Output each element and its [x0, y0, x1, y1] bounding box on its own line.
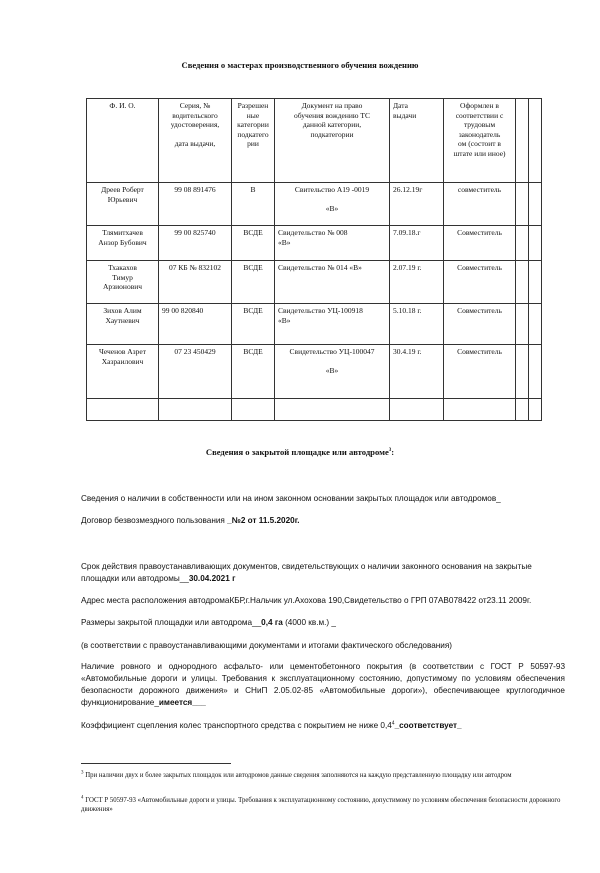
document-cell: Свительство А19 -0019 «В» — [275, 183, 390, 226]
validity-paragraph: Срок действия правоустанавливающих документов, свидетельствующих о наличии законного основания на закрытые площадки или автодромы__30.04.2021 г — [81, 562, 532, 583]
license-cell: 99 00 820840 — [159, 304, 232, 345]
footnote-3: $^3$ При наличии двух и более закрытых площадок или автодромов данные сведения заполняются на каждую представленную площадку или автодром — [81, 770, 512, 779]
status-cell: Совместитель — [444, 304, 516, 345]
category-cell: В — [232, 183, 275, 226]
date-cell: 7.09.18.г — [390, 226, 444, 261]
document-cell: Свидетельство № 008 «В» — [275, 226, 390, 261]
header-cell: Ф. И. О. — [87, 99, 159, 183]
name-cell: Тлямитхачев Анзор Бубович — [87, 226, 159, 261]
section-title-autodrome: Сведения о закрытой площадке или автодроме$^3$: — [205, 447, 395, 457]
name-cell: Чеченов Азрет Хазраилович — [87, 345, 159, 399]
status-cell: Совместитель — [444, 226, 516, 261]
table-row — [87, 183, 542, 226]
ownership-paragraph: Сведения о наличии в собственности или на ином законном основании закрытых площадок или автодромов_ — [81, 494, 501, 503]
table-header-row — [87, 99, 542, 183]
table-row — [87, 261, 542, 304]
footnote-divider — [81, 763, 231, 764]
instructors-table — [86, 98, 542, 421]
section-title-instructors: Сведения о мастерах производственного обучения вождению — [181, 60, 419, 70]
header-cell: Дата выдачи — [390, 99, 444, 183]
grip-paragraph: Коэффициент сцепления колес транспортного средства с покрытием не ниже $0,4^4\_соответствует\_$ — [81, 720, 462, 730]
date-cell: 5.10.18 г. — [390, 304, 444, 345]
name-cell: Зихов Алим Хаутневич — [87, 304, 159, 345]
surface-paragraph: Наличие ровного и однородного асфальто- или цементобетонного покрытия (в соответствии с ГОСТ Р 50597-93 «Автомобильные дороги и улицы. Требования к эксплуатационному состоянию, допустимому по условиям обеспечения безопасности дорожного движения» и СНиП 2.05.02-85 «Автомобильные дороги»), обеспечивающее круглогодичное функционирование_имеется___ — [81, 662, 565, 707]
document-cell: Свидетельство № 014 «В» — [275, 261, 390, 304]
header-cell: Оформлен в соответствии с трудовым законодатель ом (состоит в штате или иное) — [444, 99, 516, 183]
category-cell: ВСДЕ — [232, 304, 275, 345]
category-cell: ВСДЕ — [232, 261, 275, 304]
header-cell — [516, 99, 529, 183]
license-cell: 07 23 450429 — [159, 345, 232, 399]
size-paragraph: Размеры закрытой площадки или автодрома__0,4 га (4000 кв.м.) _ — [81, 618, 336, 627]
header-cell: Документ на право обучения вождению ТС данной категории, подкатегории — [275, 99, 390, 183]
name-cell: Тхакахов Тимур Арзионович — [87, 261, 159, 304]
contract-paragraph: Договор безвозмездного пользования _№2 от 11.5.2020г. — [81, 516, 300, 525]
status-cell: совместитель — [444, 183, 516, 226]
name-cell: Дреев Роберт Юрьевич — [87, 183, 159, 226]
note-paragraph: (в соответствии с правоустанавливающими документами и итогами фактического обследования) — [81, 641, 453, 650]
document-cell: Свидетельство УЦ-100047 «В» — [275, 345, 390, 399]
date-cell: 30.4.19 г. — [390, 345, 444, 399]
address-paragraph: Адрес места расположения автодромаКБР,г.Нальчик ул.Ахохова 190,Свидетельство о ГРП 07АВ078422 от23.11 2009г. — [81, 596, 532, 605]
category-cell: ВСДЕ — [232, 226, 275, 261]
header-cell: Разрешен ные категории подкатего рии — [232, 99, 275, 183]
date-cell: 2.07.19 г. — [390, 261, 444, 304]
date-cell: 26.12.19г — [390, 183, 444, 226]
document-cell: Свидетельство УЦ-100918 «В» — [275, 304, 390, 345]
footnote-4: $^4$ ГОСТ Р 50597-93 «Автомобильные дороги и улицы. Требования к эксплуатационному состоянию, допустимому по условиям обеспечения безопасности дорожного движения» — [81, 795, 561, 813]
license-cell: 99 08 891476 — [159, 183, 232, 226]
category-cell: ВСДЕ — [232, 345, 275, 399]
header-cell — [529, 99, 542, 183]
license-cell: 07 КБ № 832102 — [159, 261, 232, 304]
table-row — [87, 304, 542, 345]
table-row — [87, 345, 542, 399]
license-cell: 99 00 825740 — [159, 226, 232, 261]
table-row — [87, 226, 542, 261]
table-row-empty — [87, 399, 542, 421]
header-cell: Серия, № водительского удостоверения, дата выдачи, — [159, 99, 232, 183]
status-cell: Совместитель — [444, 345, 516, 399]
status-cell: Совместитель — [444, 261, 516, 304]
